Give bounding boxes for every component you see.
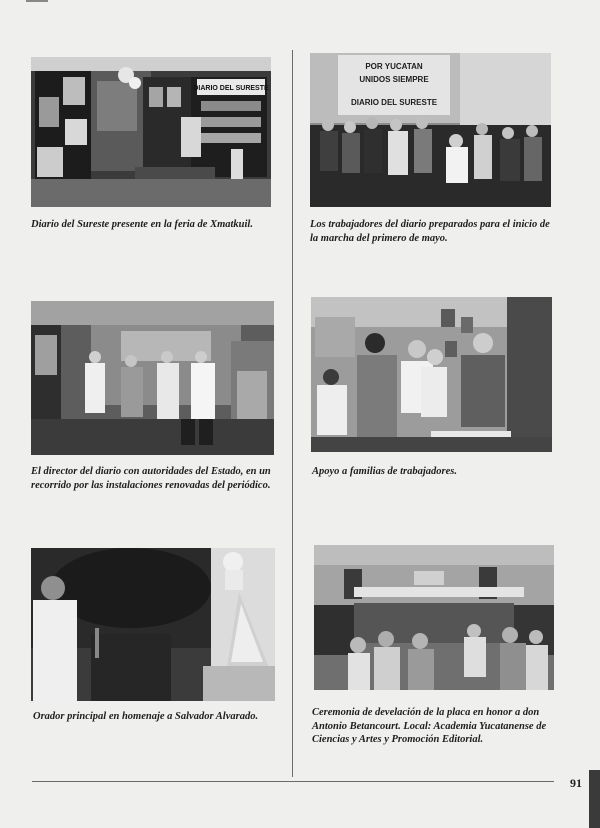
photo-plaque-ceremony — [314, 545, 554, 690]
column-divider — [292, 50, 293, 777]
scan-corner-mark — [26, 0, 48, 2]
page-edge-tab — [589, 770, 600, 828]
banner-line-3: DIARIO DEL SURESTE — [350, 98, 438, 107]
caption-family-support: Apoyo a familias de trabajadores. — [312, 466, 457, 477]
caption-orator-homage: Orador principal en homenaje a Salvador Alvarado. — [33, 711, 259, 722]
caption-plaque-ceremony: Ceremonia de develación de la placa en honor a don Antonio Betancourt. Local: Academia Yucatanense de Ciencias y Artes y Promoción Editorial. — [312, 707, 547, 745]
photo-may-day-march — [310, 53, 551, 207]
photo-director-tour — [31, 301, 274, 455]
booth-sign: DIARIO DEL SURESTE — [193, 85, 269, 92]
caption-xmatkuil-fair: Diario del Sureste presente en la feria de Xmatkuil. — [31, 219, 253, 230]
photo-orator-homage — [31, 548, 275, 701]
photo-xmatkuil-fair — [31, 57, 271, 207]
page-number: 91 — [570, 776, 582, 790]
footer-rule — [32, 781, 554, 782]
caption-director-tour: El director del diario con autoridades del Estado, en un recorrido por las instalaciones renovadas del periódico. — [31, 466, 271, 491]
caption-may-day-march: Los trabajadores del diario preparados para el inicio de la marcha del primero de mayo. — [310, 219, 550, 244]
banner-line-1: POR YUCATAN — [365, 62, 423, 71]
banner-line-2: UNIDOS SIEMPRE — [359, 75, 429, 84]
photo-family-support — [311, 297, 552, 452]
